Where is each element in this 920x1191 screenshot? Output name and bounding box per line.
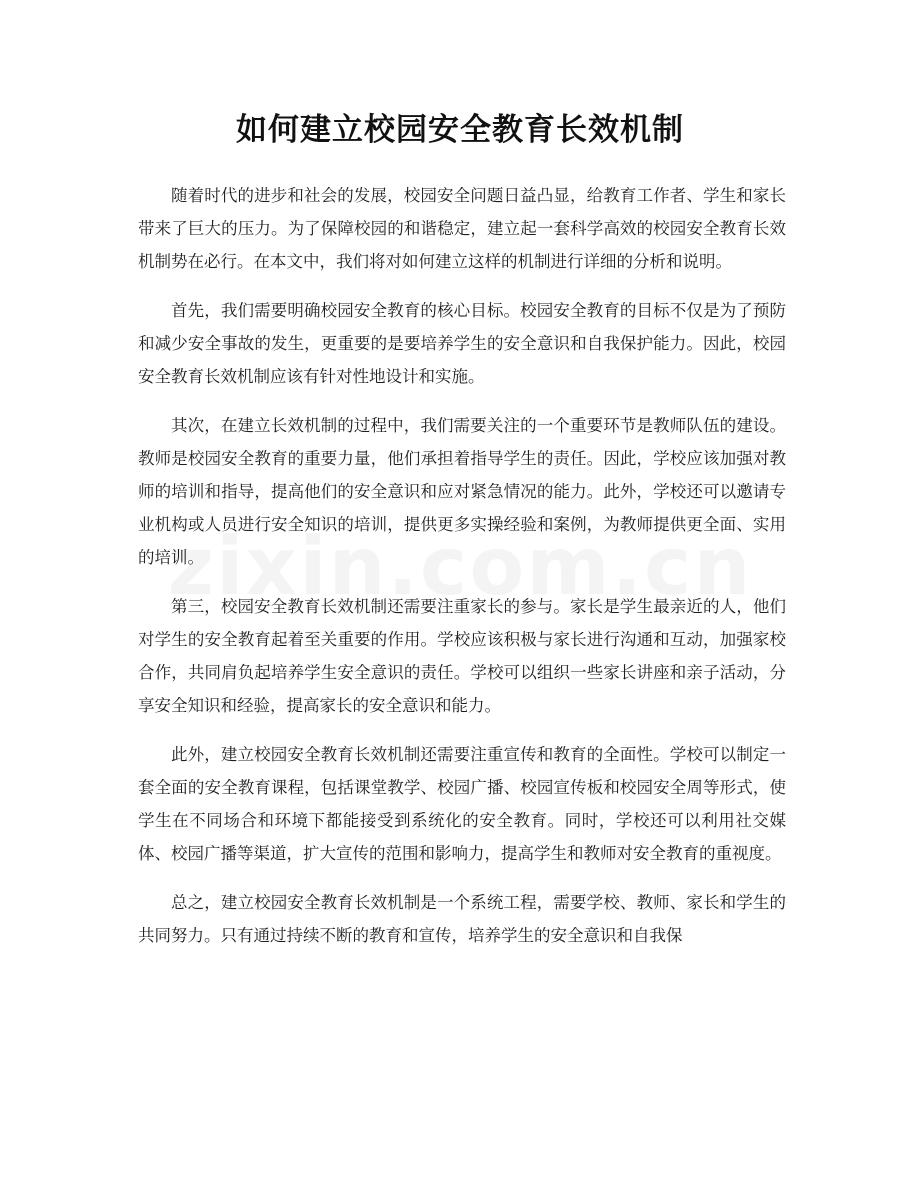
paragraph-6: 总之，建立校园安全教育长效机制是一个系统工程，需要学校、教师、家长和学生的共同努力。只有通过持续不断的教育和宣传，培养学生的安全意识和自我保 [138, 893, 786, 945]
document-body [138, 180, 786, 970]
paragraph-2: 首先，我们需要明确校园安全教育的核心目标。校园安全教育的目标不仅是为了预防和减少安全事故的发生，更重要的是要培养学生的安全意识和自我保护能力。因此，校园安全教育长效机制应该有针对性地设计和实施。 [138, 301, 786, 386]
paragraph-1: 随着时代的进步和社会的发展，校园安全问题日益凸显，给教育工作者、学生和家长带来了巨大的压力。为了保障校园的和谐稳定，建立起一套科学高效的校园安全教育长效机制势在必行。在本文中，我们将对如何建立这样的机制进行详细的分析和说明。 [138, 186, 786, 271]
paragraph-3: 其次，在建立长效机制的过程中，我们需要关注的一个重要环节是教师队伍的建设。教师是校园安全教育的重要力量，他们承担着指导学生的责任。因此，学校应该加强对教师的培训和指导，提高他们的安全意识和应对紧急情况的能力。此外，学校还可以邀请专业机构或人员进行安全知识的培训，提供更多实操经验和案例，为教师提供更全面、实用的培训。 [138, 416, 786, 567]
page-title: 如何建立校园安全教育长效机制 [236, 112, 684, 148]
paragraph-4: 第三，校园安全教育长效机制还需要注重家长的参与。家长是学生最亲近的人，他们对学生的安全教育起着至关重要的作用。学校应该积极与家长进行沟通和互动，加强家校合作，共同肩负起培养学生安全意识的责任。学校可以组织一些家长讲座和亲子活动，分享安全知识和经验，提高家长的安全意识和能力。 [138, 597, 786, 715]
paragraph-5: 此外，建立校园安全教育长效机制还需要注重宣传和教育的全面性。学校可以制定一套全面的安全教育课程，包括课堂教学、校园广播、校园宣传板和校园安全周等形式，使学生在不同场合和环境下都能接受到系统化的安全教育。同时，学校还可以利用社交媒体、校园广播等渠道，扩大宣传的范围和影响力，提高学生和教师对安全教育的重视度。 [138, 745, 786, 863]
